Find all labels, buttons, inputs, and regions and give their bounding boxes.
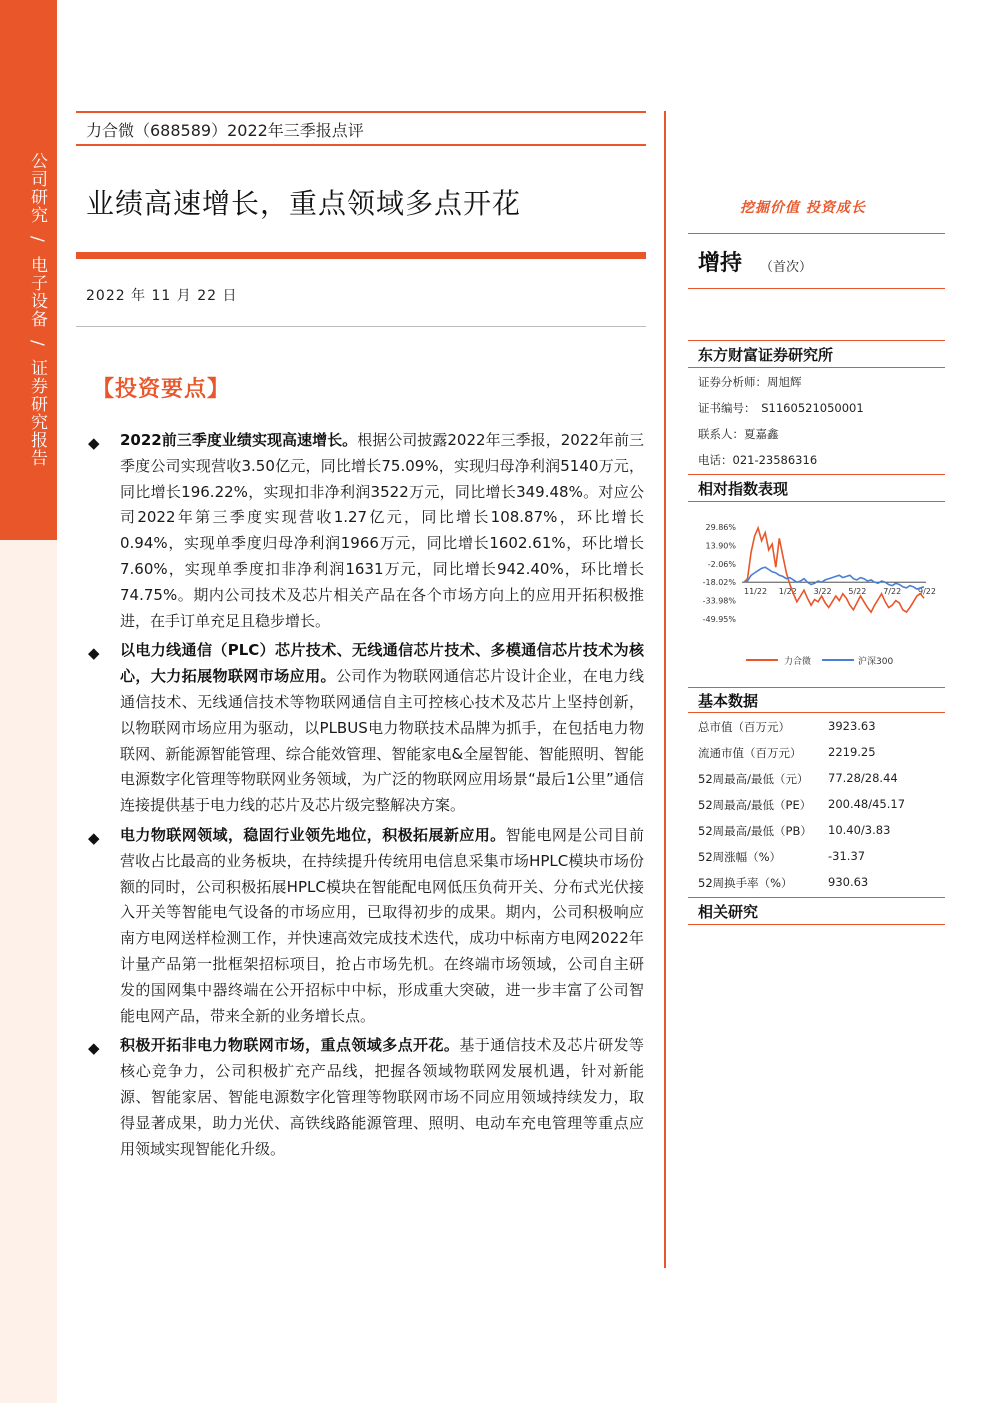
bullet-text: 根据公司披露2022年三季报，2022年前三季度公司实现营收3.50亿元，同比增长75.09%，实现归母净利润5140万元，同比增长196.22%，实现扣非净利润3522万元，同比增长349.48%。对应公司2022年第三季度实现营收1.27亿元，同比增长108.87%，环比增长0.94%，实现单季度归母净利润1966万元，同比增长1602.61%，环比增长7.60%，实现单季度扣非净利润1631万元，同比增长942.40%，环比增长74.75%。期内公司技术及芯片相关产品在各个市场方向上的应用开拓积极推进，在手订单充足且稳步增长。 (120, 431, 644, 630)
relative-index-chart (698, 515, 944, 675)
analyst: 证券分析师：周旭辉 (698, 375, 802, 389)
contact: 联系人：夏嘉鑫 (698, 427, 779, 441)
x-tick-label: 1/22 (778, 587, 797, 597)
rating-rule-top (688, 233, 945, 234)
column-divider (664, 111, 666, 1268)
related-rule-bottom (688, 924, 945, 925)
diamond-bullet-icon: ◆ (88, 1039, 100, 1058)
row-value: 2219.25 (828, 745, 876, 759)
row-key: 52周涨幅（%） (698, 850, 782, 864)
basic-rule (688, 687, 945, 688)
list-item (88, 823, 644, 1029)
section-heading: 【投资要点】 (92, 377, 231, 402)
bullet-text: 基于通信技术及芯片研发等核心竞争力，公司积极扩充产品线，把握各领域物联网发展机遇，针对新能源、智能家居、智能电源数字化管理等物联网市场不同应用领域持续发力，取得显著成果，助力光伏、高铁线路能源管理、照明、电动车充电管理等重点应用领域实现智能化升级。 (120, 1036, 644, 1158)
index-rule (688, 474, 945, 475)
x-tick-label: 5/22 (848, 587, 867, 597)
institute-name: 东方财富证券研究所 (698, 346, 834, 364)
header-rule-top (76, 111, 646, 113)
highlights-list (88, 428, 644, 1166)
side-seg-3: 证券研究报告 (27, 359, 47, 468)
report-tag: 力合微（688589）2022年三季报点评 (86, 121, 364, 140)
slogan: 挖掘价值 投资成长 (740, 200, 866, 216)
y-tick-label: -33.98% (702, 596, 736, 606)
series-line-hs300 (744, 567, 924, 589)
x-tick-label: 3/22 (813, 587, 832, 597)
list-item (88, 1033, 644, 1162)
row-value: 930.63 (828, 875, 869, 889)
row-key: 流通市值（百万元） (698, 746, 802, 760)
chart-legend (746, 655, 893, 667)
index-rule-bottom (688, 501, 945, 502)
bullet-lead: 以电力线通信（PLC）芯片技术、无线通信芯片技术、多模通信芯片技术为核心，大力拓展物联网市场应用。 (120, 641, 644, 686)
row-key: 52周最高/最低（元） (698, 772, 809, 786)
bullet-lead: 2022前三季度业绩实现高速增长。 (120, 431, 358, 449)
related-rule (688, 897, 945, 898)
basic-data-heading: 基本数据 (698, 692, 759, 710)
header-rule (76, 144, 646, 146)
diamond-bullet-icon: ◆ (88, 644, 100, 663)
y-tick-label: -18.02% (702, 578, 736, 588)
bullet-text: 公司作为物联网通信芯片设计企业，在电力线通信技术、无线通信技术等物联网通信自主可控核心技术及芯片上坚持创新，以物联网市场应用为驱动，以PLBUS电力物联技术品牌为抓手，在包括电力物联网、新能源智能管理、综合能效管理、智能家电&全屋智能、智能照明、智能电源数字化管理等物联网业务领域，为广泛的物联网应用场景“最后1公里”通信连接提供基于电力线的芯片及芯片级完整解决方案。 (120, 667, 644, 815)
list-item (88, 428, 644, 634)
list-item (88, 638, 644, 819)
bullet-text: 智能电网是公司目前营收占比最高的业务板块，在持续提升传统用电信息采集市场HPLC模块市场份额的同时，公司积极拓展HPLC模块在智能配电网低压负荷开关、分布式光伏接入开关等智能电气设备的市场应用，已取得初步的成果。期内，公司积极响应南方电网送样检测工作，并快速高效完成技术迭代，成功中标南方电网2022年计量产品第一批框架招标项目，抢占市场先机。在终端市场领域，公司自主研发的国网集中器终端在公开招标中中标，形成重大突破，进一步丰富了公司智能电网产品，带来全新的业务增长点。 (120, 825, 644, 1025)
side-sep-1: / (27, 236, 47, 244)
bullet-lead: 电力物联网领域，稳固行业领先地位，积极拓展新应用。 (120, 825, 506, 844)
side-seg-2: 电子设备 (27, 255, 47, 328)
row-value: 10.40/3.83 (828, 823, 891, 837)
rating-rule-bottom (688, 288, 945, 289)
row-key: 52周换手率（%） (698, 876, 793, 890)
side-seg-1: 公司研究 (27, 152, 47, 224)
title-rule (76, 252, 646, 259)
x-tick-label: 11/22 (744, 587, 768, 597)
institute-rule (688, 340, 945, 341)
row-value: 77.28/28.44 (828, 771, 898, 785)
series-line-lihewei (744, 528, 924, 612)
phone: 电话：021-23586316 (698, 453, 818, 467)
x-tick-label: 9/22 (918, 587, 936, 597)
y-tick-label: 13.90% (705, 541, 736, 551)
legend-label-hs300: 沪深300 (858, 657, 894, 667)
row-key: 总市值（百万元） (698, 720, 790, 734)
row-key: 52周最高/最低（PE） (698, 798, 812, 812)
legend-label-lihewei: 力合微 (784, 657, 812, 667)
row-value: -31.37 (828, 849, 866, 863)
row-value: 200.48/45.17 (828, 797, 906, 811)
y-tick-label: -2.06% (707, 559, 736, 569)
institute-rule-bottom (688, 367, 945, 368)
rating-note: （首次） (760, 260, 813, 275)
row-value: 3923.63 (828, 719, 876, 733)
rating-label: 增持 (698, 251, 743, 276)
cert-number: 证书编号： S1160521050001 (698, 401, 864, 415)
report-date: 2022 年 11 月 22 日 (86, 288, 238, 304)
side-category-label (10, 152, 50, 467)
row-key: 52周最高/最低（PB） (698, 824, 812, 838)
basic-rule-bottom (688, 712, 945, 713)
date-rule (76, 326, 646, 327)
index-heading: 相对指数表现 (698, 480, 789, 498)
x-tick-label: 7/22 (883, 587, 902, 597)
diamond-bullet-icon: ◆ (88, 434, 100, 452)
side-sep-2: / (27, 339, 47, 347)
related-heading: 相关研究 (698, 903, 759, 921)
y-tick-label: 29.86% (705, 523, 736, 532)
diamond-bullet-icon: ◆ (88, 828, 100, 847)
bullet-lead: 积极开拓非电力物联网市场，重点领域多点开花。 (120, 1036, 460, 1055)
y-tick-label: -49.95% (702, 615, 736, 624)
page-title: 业绩高速增长，重点领域多点开花 (86, 187, 522, 220)
